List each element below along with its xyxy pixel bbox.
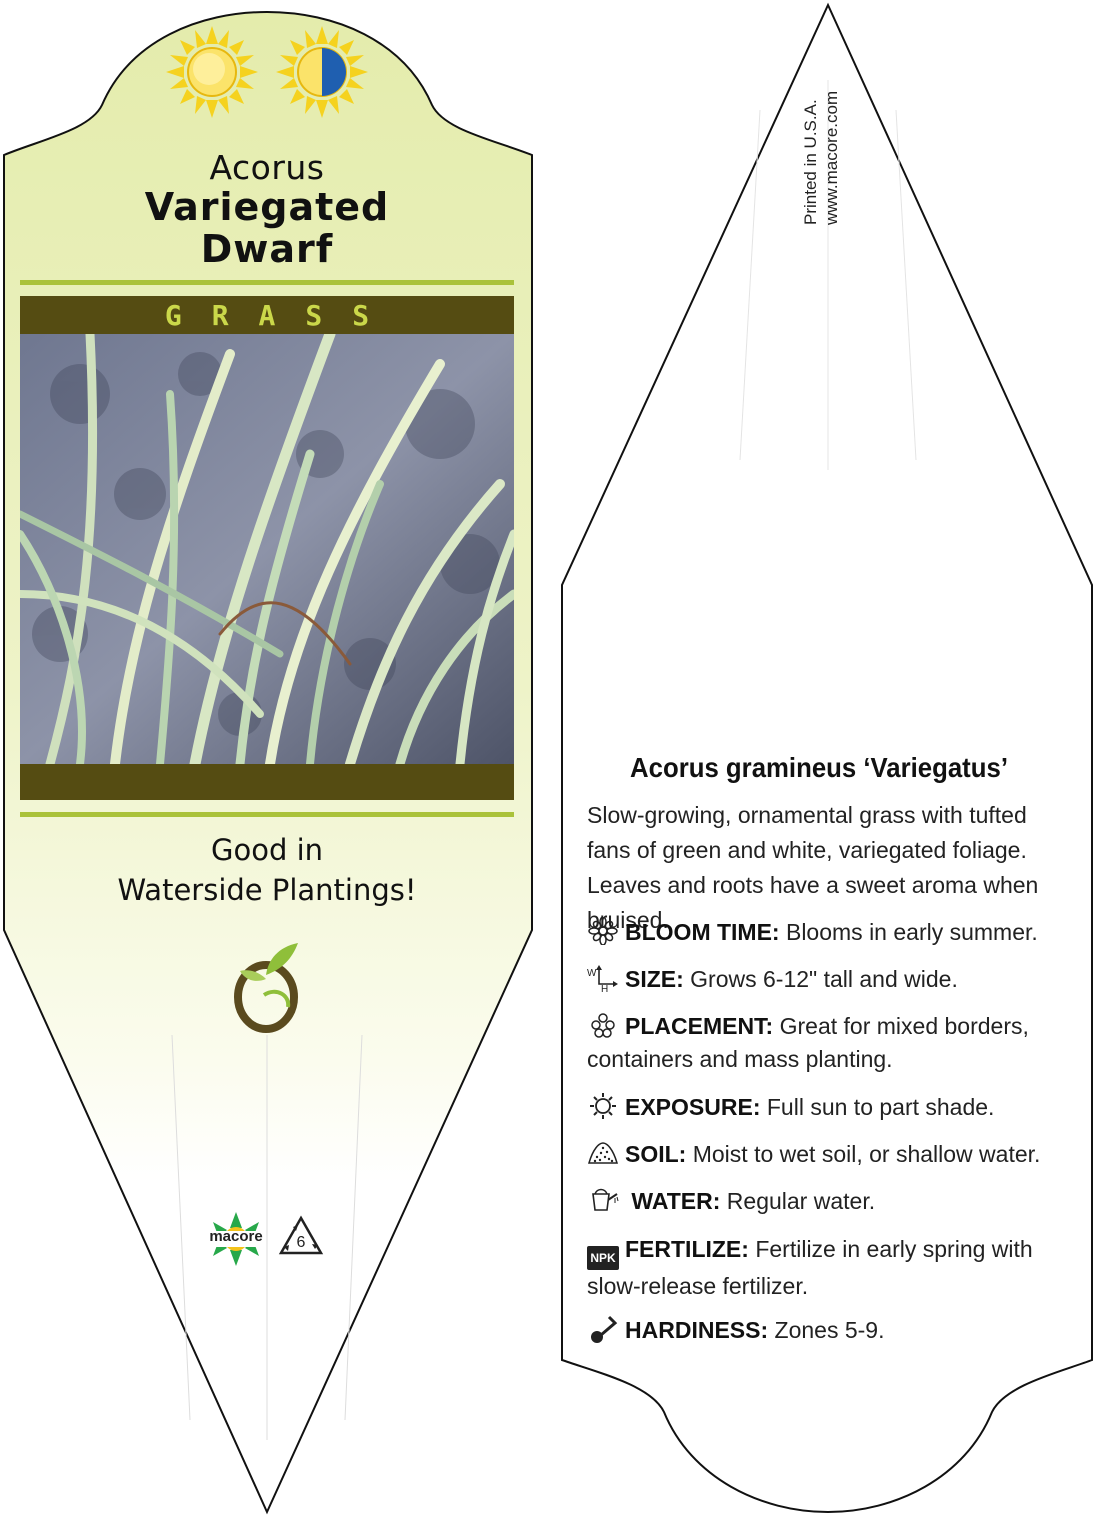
printed-line-2: www.macore.com xyxy=(822,90,841,225)
attr-size xyxy=(587,963,1072,996)
part-sun-icon xyxy=(274,24,370,120)
attr-label: SOIL: xyxy=(625,1141,687,1167)
description-text: Slow-growing, ornamental grass with tufted fans of green and white, variegated foliage. Leaves and roots have a sweet aroma when bruised. xyxy=(587,802,1039,933)
attr-label: FERTILIZE: xyxy=(625,1236,749,1262)
sprout-logo-icon xyxy=(228,935,308,1035)
recycle-code: 6 xyxy=(296,1234,306,1251)
attr-value: Grows 6-12" tall and wide. xyxy=(690,966,958,992)
attr-value: Regular water. xyxy=(726,1188,876,1214)
attr-water xyxy=(587,1185,1072,1218)
cultivar-line-2: Dwarf xyxy=(200,227,334,271)
attr-label: SIZE: xyxy=(625,966,684,992)
accent-rule xyxy=(20,280,514,285)
printed-info xyxy=(800,91,842,225)
attr-value: Moist to wet soil, or shallow water. xyxy=(692,1141,1041,1167)
attr-bloom-time xyxy=(587,916,1072,949)
genus-name: Acorus xyxy=(209,148,325,187)
placement-icon xyxy=(587,1011,619,1039)
attr-label: WATER: xyxy=(631,1188,721,1214)
thermometer-icon xyxy=(587,1315,619,1343)
printed-line-1: Printed in U.S.A. xyxy=(801,99,820,225)
sun-icon xyxy=(587,1092,619,1120)
soil-icon xyxy=(587,1139,619,1167)
attr-label: PLACEMENT: xyxy=(625,1013,774,1039)
brand-name: macore xyxy=(209,1228,263,1245)
full-sun-icon xyxy=(164,24,260,120)
attr-placement xyxy=(587,1010,1072,1076)
accent-rule-lower xyxy=(20,812,514,817)
npk-icon: NPK xyxy=(587,1246,619,1270)
photo-bottom-band xyxy=(20,764,514,800)
plant-photo xyxy=(20,334,514,764)
attr-label: BLOOM TIME: xyxy=(625,919,780,945)
attr-value: Blooms in early summer. xyxy=(785,919,1038,945)
attr-value: Zones 5-9. xyxy=(774,1317,885,1343)
slogan xyxy=(20,830,514,910)
watering-can-icon xyxy=(587,1186,619,1214)
slogan-line-1: Good in xyxy=(210,833,324,867)
attr-value: Full sun to part shade. xyxy=(766,1094,995,1120)
attr-label: EXPOSURE: xyxy=(625,1094,761,1120)
attr-value: Great for mixed borders, containers and mass planting. xyxy=(587,1013,1029,1072)
category-band xyxy=(20,296,514,334)
slogan-line-2: Waterside Plantings! xyxy=(117,873,417,907)
attr-exposure xyxy=(587,1091,1072,1124)
attr-soil xyxy=(587,1138,1072,1171)
category-label: GRASS xyxy=(164,298,400,332)
attr-label: HARDINESS: xyxy=(625,1317,769,1343)
cultivar-line-1: Variegated xyxy=(144,185,390,229)
flower-icon xyxy=(587,917,619,945)
attr-hardiness xyxy=(587,1314,1072,1347)
cultivar-name xyxy=(20,186,514,270)
size-icon: W H xyxy=(587,964,619,992)
attr-value: Fertilize in early spring with slow-release fertilizer. xyxy=(587,1236,1033,1299)
botanical-name: Acorus gramineus ‘Variegatus’ xyxy=(630,752,1008,783)
attr-fertilize xyxy=(587,1233,1072,1303)
